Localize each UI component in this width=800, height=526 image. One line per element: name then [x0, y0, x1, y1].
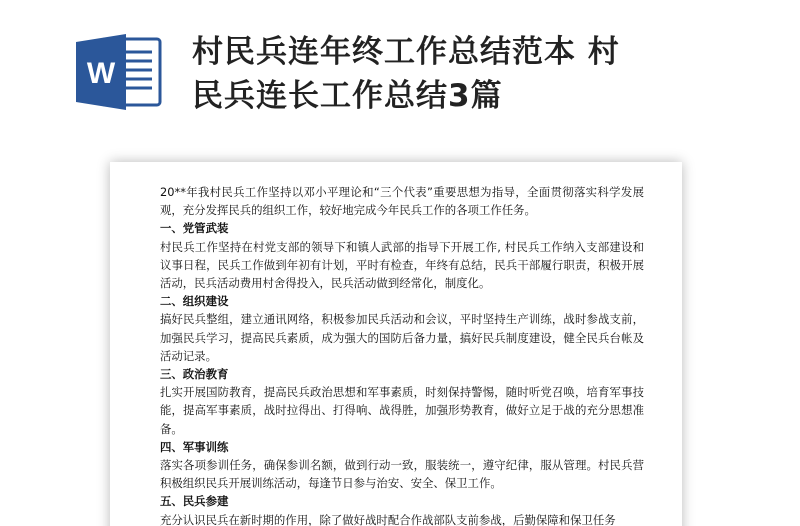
document-body [160, 183, 644, 526]
section-text-5: 充分认识民兵在新时期的作用，除了做好战时配合作战部队支前参战，后勤保障和保卫任务 [160, 512, 616, 526]
word-icon [76, 32, 164, 112]
section-heading-2: 二、组织建设 [160, 294, 229, 309]
section-heading-3: 三、政治教育 [160, 367, 229, 382]
section-heading-1: 一、党管武装 [160, 221, 229, 236]
document-intro: 20**年我村民兵工作坚持以邓小平理论和“三个代表”重要思想为指导，全面贯彻落实科学发展观，充分发挥民兵的组织工作，较好地完成今年民兵工作的各项工作任务。 [160, 185, 644, 218]
word-icon-letter: W [86, 57, 116, 90]
page-title: 村民兵连年终工作总结范本 村 民兵连长工作总结3篇 [192, 34, 620, 114]
section-text-4: 落实各项参训任务，确保参训名额，做到行动一致，服装统一，遵守纪律，服从管理。村民兵营积极组织民兵开展训练活动，每逢节日参与治安、安全、保卫工作。 [160, 458, 644, 491]
section-heading-5: 五、民兵参建 [160, 494, 229, 509]
section-text-1: 村民兵工作坚持在村党支部的领导下和镇人武部的指导下开展工作, 村民兵工作纳入支部建设和议事日程，民兵工作做到年初有计划，平时有检查，年终有总结，民兵干部履行职责，积极开展活动，民兵活动费用村舍得投入，民兵活动做到经常化，制度化。 [160, 239, 644, 291]
section-text-2: 搞好民兵整组，建立通讯网络，积极参加民兵活动和会议，平时坚持生产训练，战时参战支前，加强民兵学习，提高民兵素质，成为强大的国防后备力量，搞好民兵制度建设，健全民兵台帐及活动记录。 [160, 312, 644, 363]
section-heading-4: 四、军事训练 [160, 439, 229, 454]
section-text-3: 扎实开展国防教育，提高民兵政治思想和军事素质，时刻保持警惕，随时听党召唤，培育军事技能，提高军事素质，战时拉得出、打得响、战得胜，加强形势教育，做好立足于战的充分思想准备。 [160, 385, 644, 436]
